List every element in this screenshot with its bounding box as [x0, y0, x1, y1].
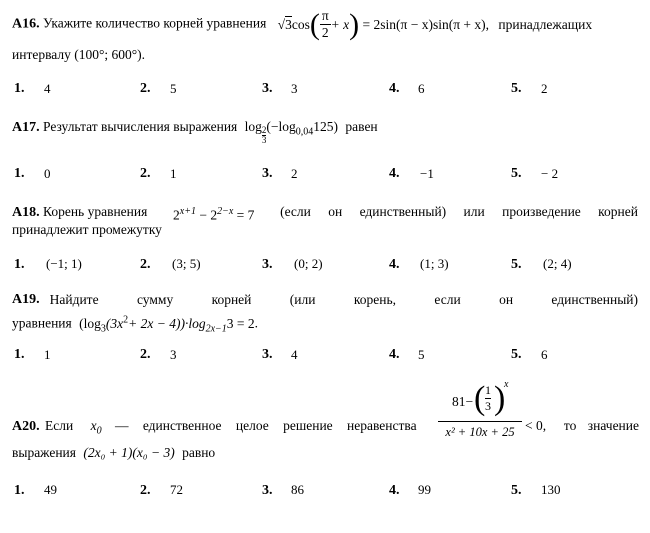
option-number: 4. [389, 166, 400, 181]
option-number: 3. [262, 166, 273, 181]
option-number: 1. [14, 81, 25, 96]
option-value: 6 [418, 81, 425, 96]
question-a20-line1: А20. Если $x_0$ — единственное целое решение неравенства [12, 418, 417, 437]
equation: $2^{x+1} - 2^{2-x} = 7$ [173, 206, 255, 223]
question-text: Результат вычисления выражения [43, 119, 238, 134]
option-value: 5 [170, 81, 177, 96]
option-number: 2. [140, 81, 151, 96]
option-number: 3. [262, 483, 273, 498]
option-value: (3; 5) [172, 256, 201, 271]
option-value: 49 [44, 482, 57, 497]
question-text: Укажите количество корней уравнения [43, 15, 267, 31]
question-a16-line2: интервалу (100°; 600°). [12, 47, 146, 62]
question-number: А16. [12, 16, 40, 32]
option-value: 130 [541, 482, 561, 497]
question-text-end: равен [345, 119, 378, 134]
option-number: 1. [14, 166, 25, 181]
question-text: Корень уравнения [43, 204, 148, 219]
option-value: 3 [291, 81, 298, 96]
question-number: А17. [12, 120, 40, 135]
fraction-denominator: x² + 10x + 25 [445, 425, 515, 439]
option-number: 3. [262, 81, 273, 96]
option-number: 2. [140, 347, 151, 362]
option-value: (2; 4) [543, 256, 572, 271]
option-number: 5. [511, 257, 522, 272]
option-value: (1; 3) [420, 256, 449, 271]
option-number: 5. [511, 81, 522, 96]
option-number: 1. [14, 347, 25, 362]
option-value: 99 [418, 482, 431, 497]
option-number: 2. [140, 257, 151, 272]
option-number: 5. [511, 347, 522, 362]
option-number: 4. [389, 81, 400, 96]
option-number: 2. [140, 166, 151, 181]
option-value: (−1; 1) [46, 256, 82, 271]
option-number: 5. [511, 483, 522, 498]
question-number: А18. [12, 205, 40, 220]
option-value: 5 [418, 347, 425, 362]
question-a20-line1-end: < 0, то значение [525, 418, 639, 433]
option-value: 2 [291, 166, 298, 181]
option-number: 3. [262, 257, 273, 272]
option-number: 1. [14, 483, 25, 498]
equation: $(\log_3(3x^2+ 2x - 4))\cdot\log_{2x-1}3 = 2$ [79, 314, 255, 335]
option-value: 1 [44, 347, 51, 362]
question-a17-line1 [12, 118, 378, 145]
option-value: 72 [170, 482, 183, 497]
option-value: −1 [420, 166, 434, 181]
option-value: 6 [541, 347, 548, 362]
option-value: 4 [291, 347, 298, 362]
option-number: 1. [14, 257, 25, 272]
option-value: − 2 [541, 166, 559, 181]
option-number: 5. [511, 166, 522, 181]
question-text: Найдите сумму корней (или корень, если он единственный) [49, 292, 638, 307]
equation: √3cos( $\frac{\pi}{2}$ + x) = 2sin(π − x)sin(π + x), [277, 7, 489, 41]
option-number: 2. [140, 483, 151, 498]
inequality-fraction [438, 379, 522, 442]
option-number: 3. [262, 347, 273, 362]
option-number: 4. [389, 347, 400, 362]
option-value: 4 [44, 81, 51, 96]
option-value: 0 [44, 166, 51, 181]
option-number: 4. [389, 483, 400, 498]
question-number: А19. [12, 292, 40, 307]
question-a20-line2: выражения (2x₀ + 1)(x₀ − 3) равно [12, 445, 216, 460]
option-value: 86 [291, 482, 304, 497]
question-a19-line2: уравнения $(\log_3(3x^2+ 2x - 4))\cdot\log_{2x-1}3 = 2$. [12, 314, 259, 335]
expression: log $\frac{2}{3}$ $(-\log_{0,04}125)$ [244, 119, 339, 145]
question-text-end: принадлежащих [498, 16, 593, 32]
option-number: 4. [389, 257, 400, 272]
option-value: (0; 2) [294, 256, 323, 271]
question-text-end: (если он единственный) или произведение корней [280, 204, 638, 219]
option-value: 1 [170, 166, 177, 181]
question-a19-line1 [12, 291, 638, 309]
question-number: А20. [12, 419, 40, 434]
question-a16-line1 [12, 8, 592, 41]
option-value: 2 [541, 81, 548, 96]
question-a18-line2: принадлежит промежутку [12, 222, 162, 237]
x0: $x_0$ [90, 418, 102, 437]
fraction-numerator: 81− ( 1 3 ) x [438, 384, 522, 422]
option-value: 3 [170, 347, 177, 362]
